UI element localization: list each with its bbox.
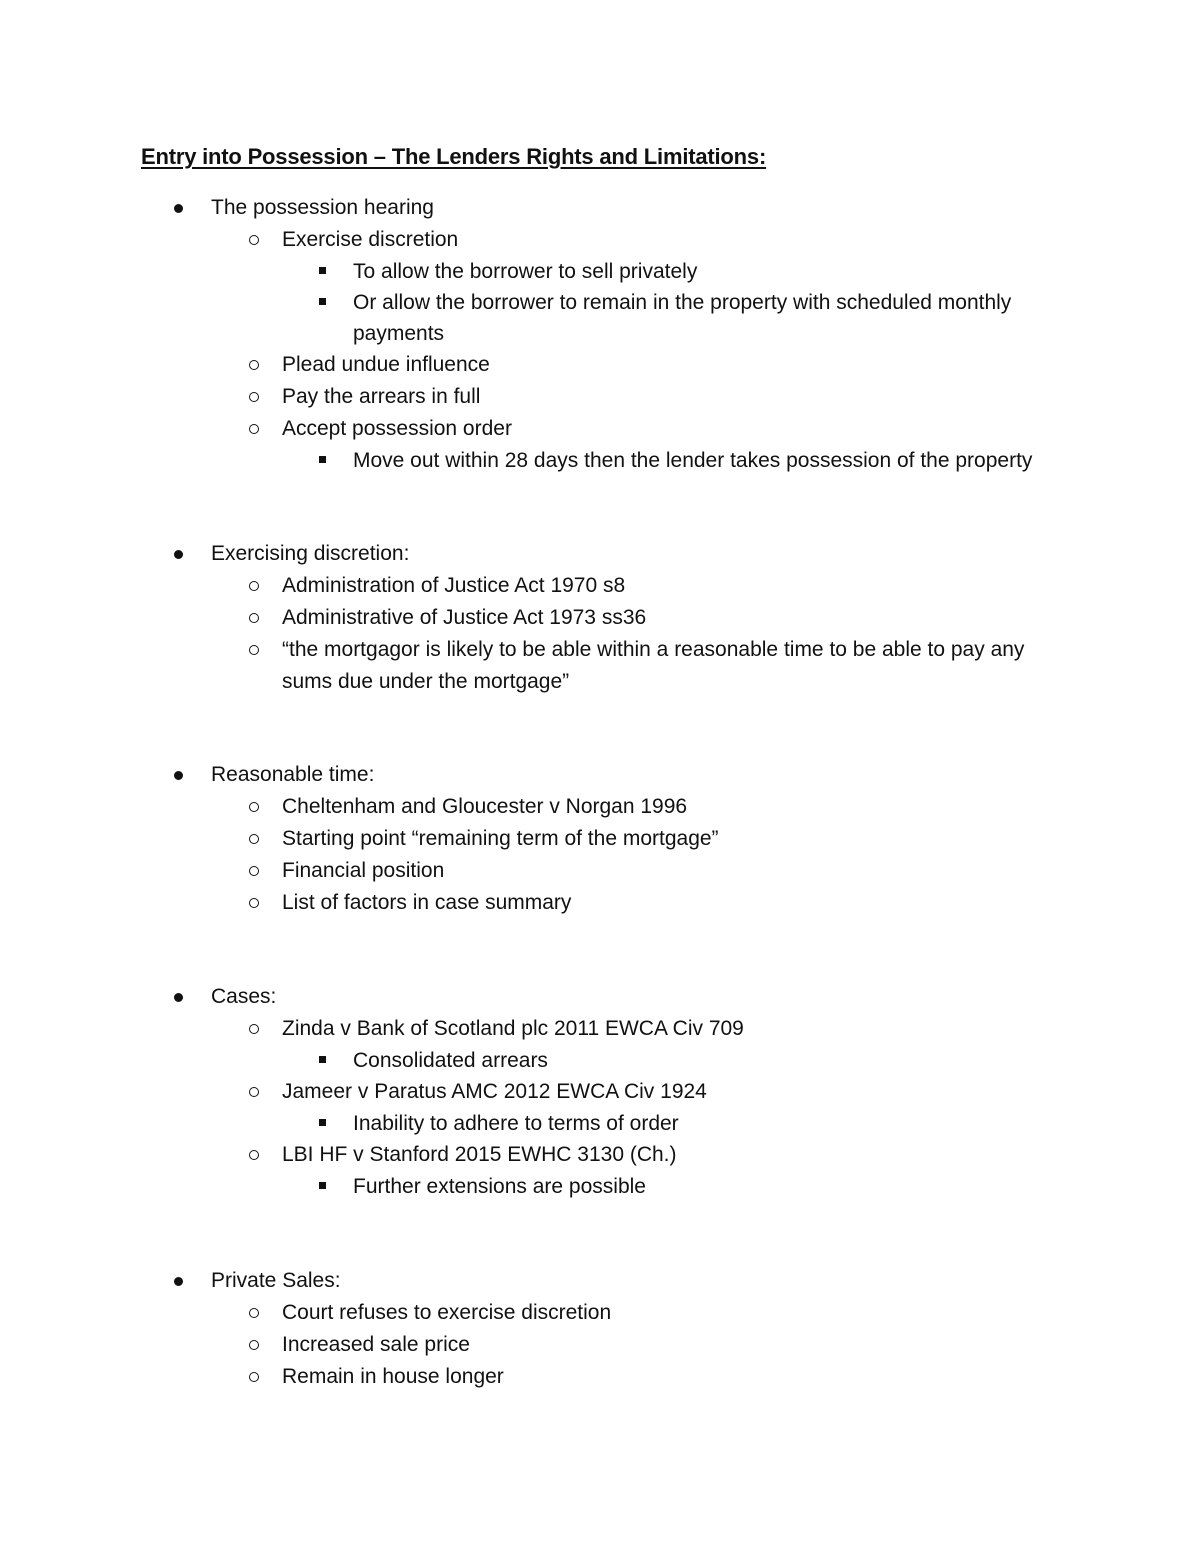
sub-item-label: Administrative of Justice Act 1973 ss36 (282, 606, 647, 629)
sub-item-label: Exercise discretion (282, 228, 459, 251)
sub-item (0, 791, 1200, 823)
sub-sub-item-label: Move out within 28 days then the lender takes possession of the property (353, 449, 1033, 472)
sub-sub-item-label: Consolidated arrears (353, 1049, 548, 1072)
sub-item-label: Remain in house longer (282, 1365, 504, 1388)
sub-item (0, 887, 1200, 919)
sub-item-label: Cheltenham and Gloucester v Norgan 1996 (282, 795, 688, 818)
bullet-item (0, 759, 1200, 791)
square-bullet-icon (319, 456, 326, 463)
sub-item-label: List of factors in case summary (282, 891, 572, 914)
bullet-item (0, 538, 1200, 570)
circle-bullet-icon (249, 1087, 259, 1097)
circle-bullet-icon (249, 1024, 259, 1034)
square-bullet-icon (319, 298, 326, 305)
sub-sub-item-label: Further extensions are possible (353, 1175, 646, 1198)
bullet-dot-icon (174, 993, 183, 1002)
bullet-dot-icon (174, 550, 183, 559)
sub-item (0, 1297, 1200, 1329)
section-exercising-discretion (0, 538, 1200, 698)
sub-sub-item (0, 1171, 1200, 1202)
bullet-label: Reasonable time: (211, 763, 375, 786)
circle-bullet-icon (249, 1150, 259, 1160)
bullet-dot-icon (174, 204, 183, 213)
sub-item (0, 1329, 1200, 1361)
sub-item (0, 570, 1200, 602)
sub-item-label: Pay the arrears in full (282, 385, 481, 408)
sub-item-label: Plead undue influence (282, 353, 490, 376)
circle-bullet-icon (249, 581, 259, 591)
circle-bullet-icon (249, 866, 259, 876)
circle-bullet-icon (249, 235, 259, 245)
circle-bullet-icon (249, 802, 259, 812)
section-possession-hearing (0, 192, 1200, 476)
bullet-dot-icon (174, 771, 183, 780)
sub-sub-item-label: Or allow the borrower to remain in the property with scheduled monthly payments (353, 291, 1012, 345)
sub-sub-item (0, 445, 1200, 476)
sub-sub-item-label: Inability to adhere to terms of order (353, 1112, 679, 1135)
circle-bullet-icon (249, 392, 259, 402)
sub-item-label: Administration of Justice Act 1970 s8 (282, 574, 626, 597)
sub-sub-item (0, 1108, 1200, 1139)
sub-item (0, 1361, 1200, 1393)
square-bullet-icon (319, 1119, 326, 1126)
sub-item (0, 1076, 1200, 1108)
sub-item (0, 413, 1200, 445)
sub-item (0, 855, 1200, 887)
square-bullet-icon (319, 1056, 326, 1063)
bullet-label: Private Sales: (211, 1269, 341, 1292)
bullet-label: The possession hearing (211, 196, 434, 219)
bullet-item (0, 981, 1200, 1013)
sub-item-label: Zinda v Bank of Scotland plc 2011 EWCA Civ 709 (282, 1017, 744, 1040)
circle-bullet-icon (249, 1308, 259, 1318)
sub-item (0, 381, 1200, 413)
circle-bullet-icon (249, 1372, 259, 1382)
sub-item-label: LBI HF v Stanford 2015 EWHC 3130 (Ch.) (282, 1143, 677, 1166)
section-reasonable-time (0, 759, 1200, 919)
sub-item (0, 602, 1200, 634)
bullet-label: Cases: (211, 985, 277, 1008)
sub-item (0, 349, 1200, 381)
bullet-item (0, 192, 1200, 224)
square-bullet-icon (319, 267, 326, 274)
sub-item (0, 823, 1200, 855)
circle-bullet-icon (249, 898, 259, 908)
sub-item-label: Financial position (282, 859, 445, 882)
sub-item-label: Court refuses to exercise discretion (282, 1301, 612, 1324)
sub-item-label: Increased sale price (282, 1333, 470, 1356)
sub-item-label: Starting point “remaining term of the mortgage” (282, 827, 719, 850)
page-title: Entry into Possession – The Lenders Rights and Limitations: (141, 144, 767, 169)
sub-item-label: “the mortgagor is likely to be able within a reasonable time to be able to pay any sums due under the mortgage” (282, 638, 1025, 693)
sub-sub-item-label: To allow the borrower to sell privately (353, 260, 698, 283)
section-private-sales (0, 1265, 1200, 1393)
circle-bullet-icon (249, 645, 259, 655)
sub-item (0, 224, 1200, 256)
circle-bullet-icon (249, 1340, 259, 1350)
circle-bullet-icon (249, 613, 259, 623)
sub-item (0, 634, 1200, 698)
sub-item (0, 1013, 1200, 1045)
section-cases (0, 981, 1200, 1202)
circle-bullet-icon (249, 834, 259, 844)
bullet-dot-icon (174, 1277, 183, 1286)
bullet-label: Exercising discretion: (211, 542, 410, 565)
circle-bullet-icon (249, 360, 259, 370)
sub-item-label: Accept possession order (282, 417, 512, 440)
circle-bullet-icon (249, 424, 259, 434)
sub-sub-item (0, 1045, 1200, 1076)
sub-sub-item (0, 256, 1200, 287)
square-bullet-icon (319, 1182, 326, 1189)
sub-item-label: Jameer v Paratus AMC 2012 EWCA Civ 1924 (282, 1080, 707, 1103)
sub-item (0, 1139, 1200, 1171)
bullet-item (0, 1265, 1200, 1297)
sub-sub-item (0, 287, 1200, 349)
